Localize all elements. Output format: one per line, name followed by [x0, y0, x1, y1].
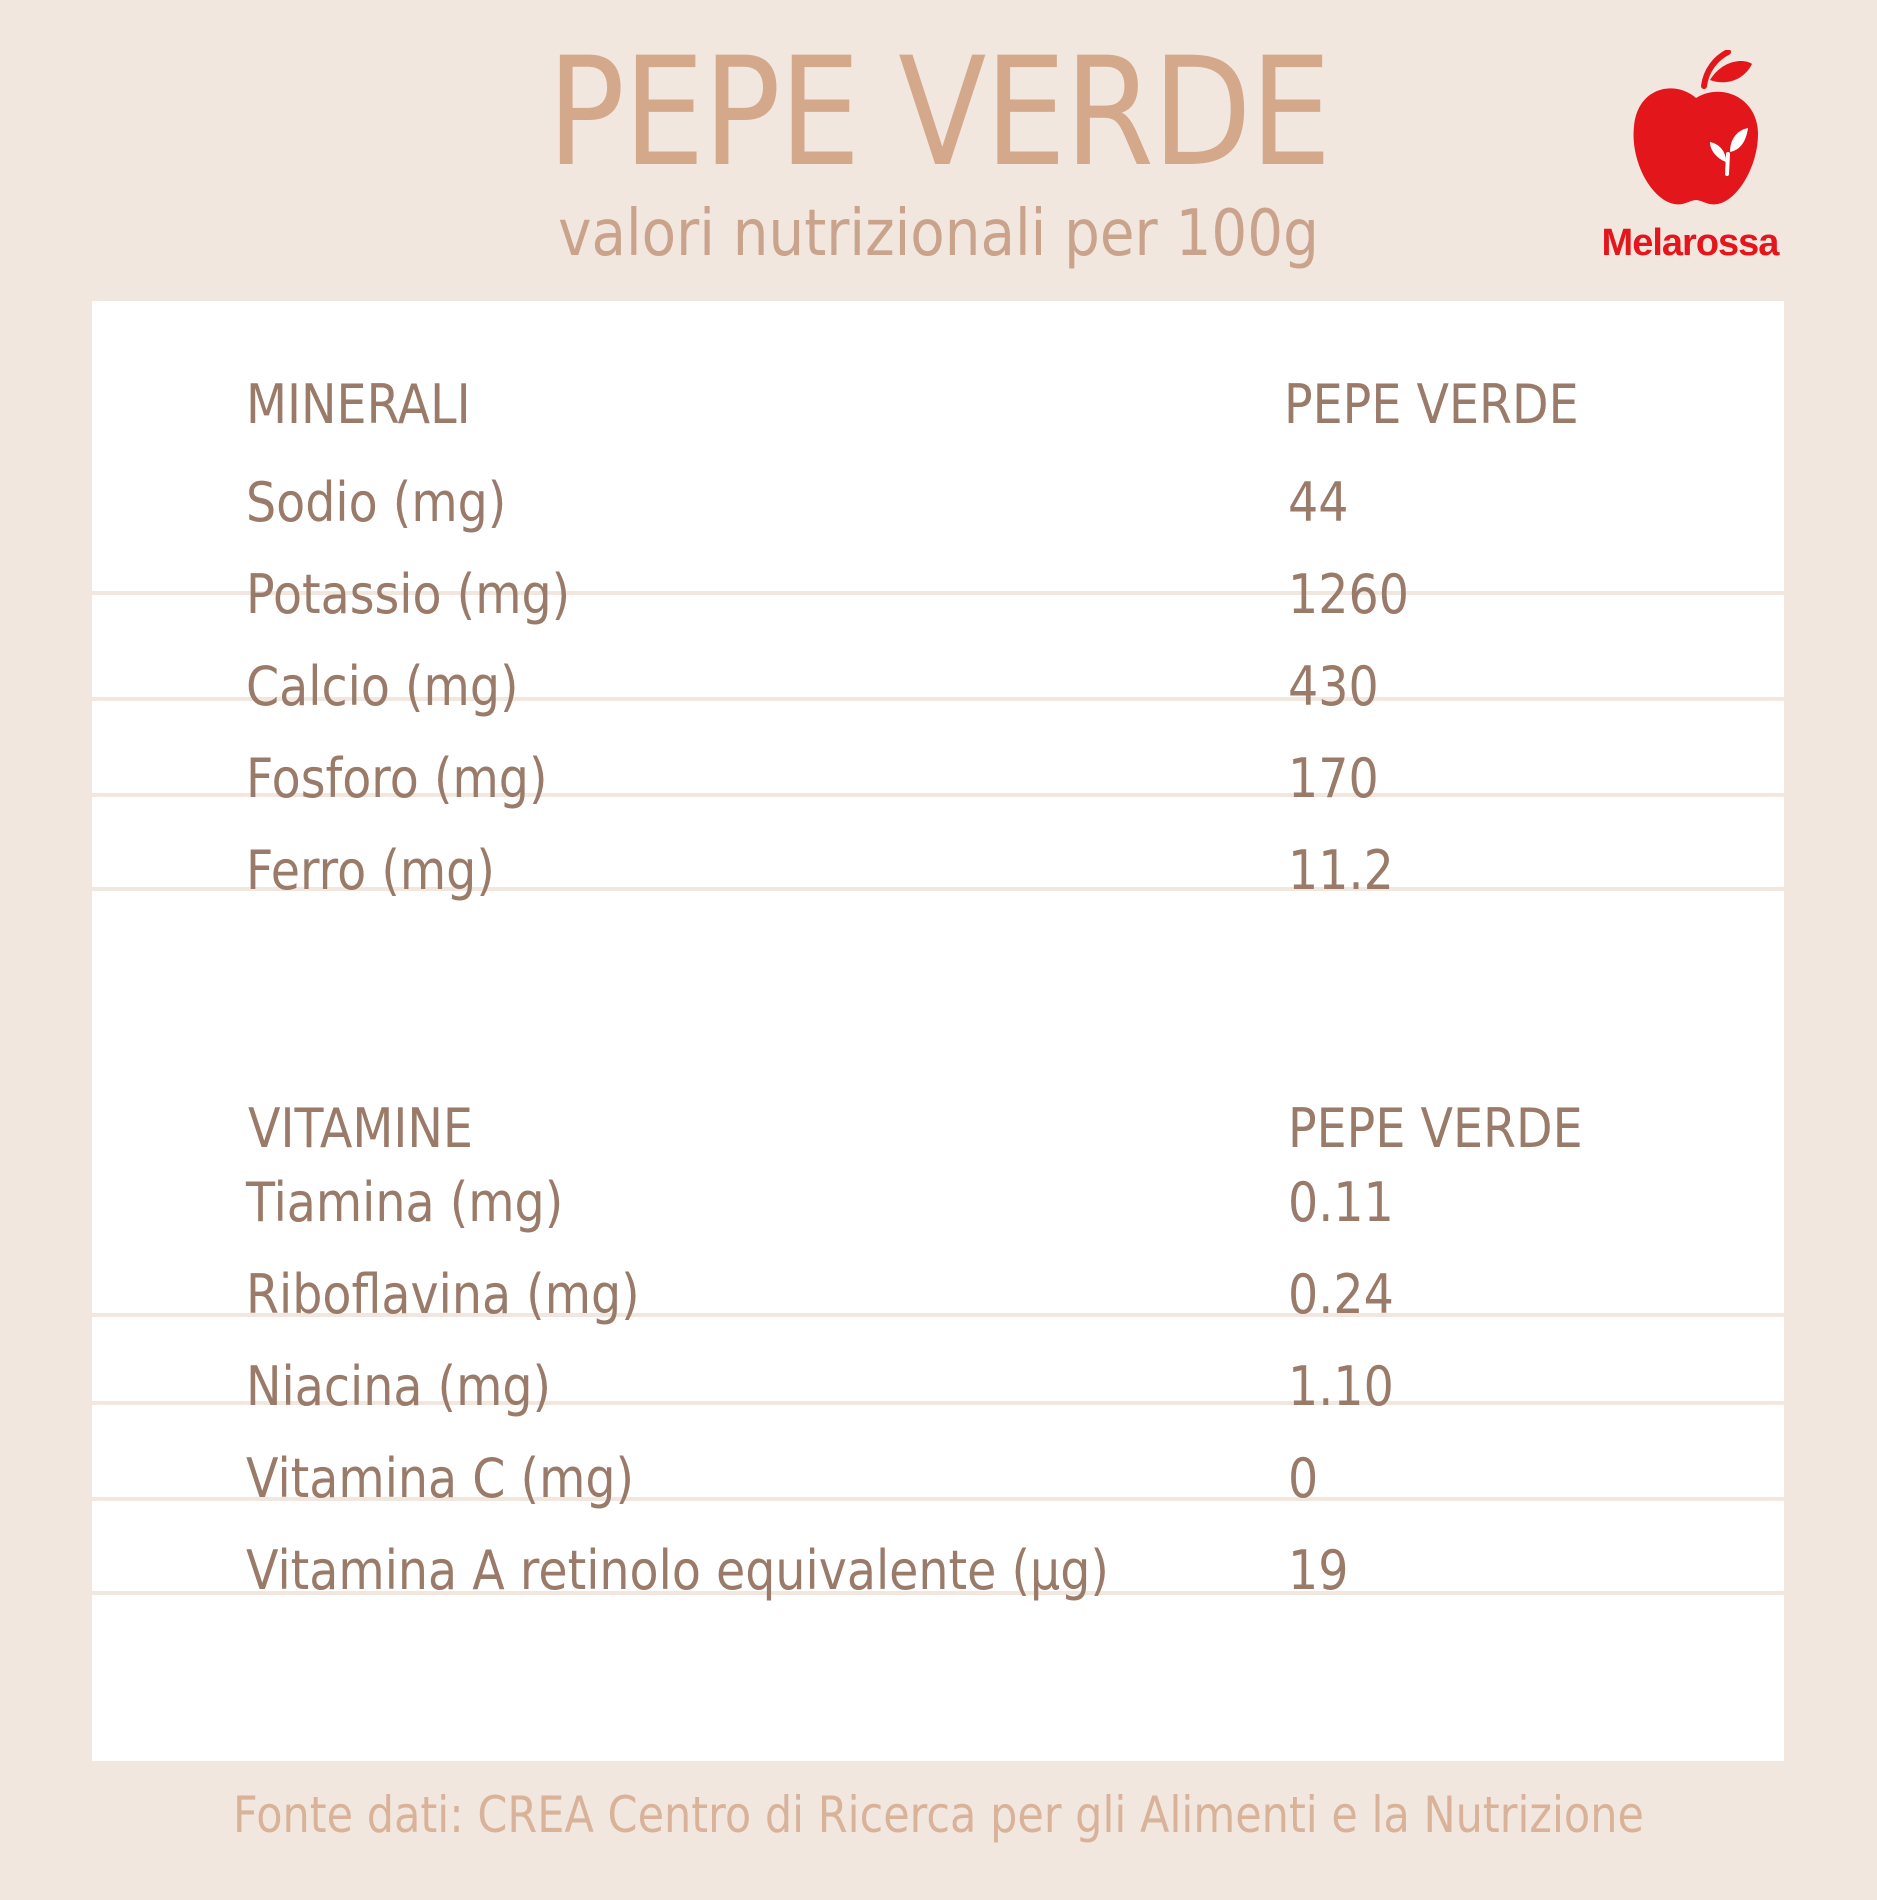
row-label: Calcio (mg) — [246, 655, 519, 718]
vitamins-column-header: PEPE VERDE — [1288, 1097, 1583, 1160]
row-label: Sodio (mg) — [246, 471, 507, 534]
table-row — [92, 1419, 1784, 1511]
vitamins-heading: VITAMINE — [248, 1097, 473, 1160]
row-value: 1.10 — [1288, 1355, 1394, 1418]
brand-logo — [1590, 50, 1790, 270]
table-row — [92, 1327, 1784, 1419]
row-value: 1260 — [1288, 563, 1409, 626]
row-label: Vitamina C (mg) — [246, 1447, 635, 1510]
row-value: 430 — [1288, 655, 1379, 718]
row-label: Fosforo (mg) — [246, 747, 548, 810]
row-label: Ferro (mg) — [246, 839, 495, 902]
row-label: Potassio (mg) — [246, 563, 571, 626]
table-row — [92, 811, 1784, 903]
table-row — [92, 1511, 1784, 1603]
minerals-heading: MINERALI — [246, 373, 471, 436]
row-value: 170 — [1288, 747, 1379, 810]
page-subtitle: valori nutrizionali per 100g — [558, 197, 1319, 271]
table-row — [92, 535, 1784, 627]
data-source: Fonte dati: CREA Centro di Ricerca per gli Alimenti e la Nutrizione — [233, 1786, 1644, 1844]
table-row — [92, 1235, 1784, 1327]
row-label: Niacina (mg) — [246, 1355, 552, 1418]
row-label: Riboflavina (mg) — [246, 1263, 640, 1326]
brand-name: Melarossa — [1601, 222, 1779, 264]
row-value: 19 — [1288, 1539, 1349, 1602]
row-value: 0.24 — [1288, 1263, 1394, 1326]
row-value: 44 — [1288, 471, 1349, 534]
page-title: PEPE VERDE — [547, 26, 1330, 200]
apple-icon — [1626, 50, 1766, 210]
row-value: 0.11 — [1288, 1171, 1394, 1234]
table-row — [92, 627, 1784, 719]
nutrition-table — [92, 301, 1784, 1761]
row-label: Tiamina (mg) — [246, 1171, 564, 1234]
table-row — [92, 443, 1784, 535]
row-value: 0 — [1288, 1447, 1319, 1510]
table-row — [92, 1143, 1784, 1235]
row-label: Vitamina A retinolo equivalente (µg) — [246, 1539, 1109, 1602]
table-row — [92, 719, 1784, 811]
minerals-column-header: PEPE VERDE — [1284, 373, 1579, 436]
row-value: 11.2 — [1288, 839, 1394, 902]
